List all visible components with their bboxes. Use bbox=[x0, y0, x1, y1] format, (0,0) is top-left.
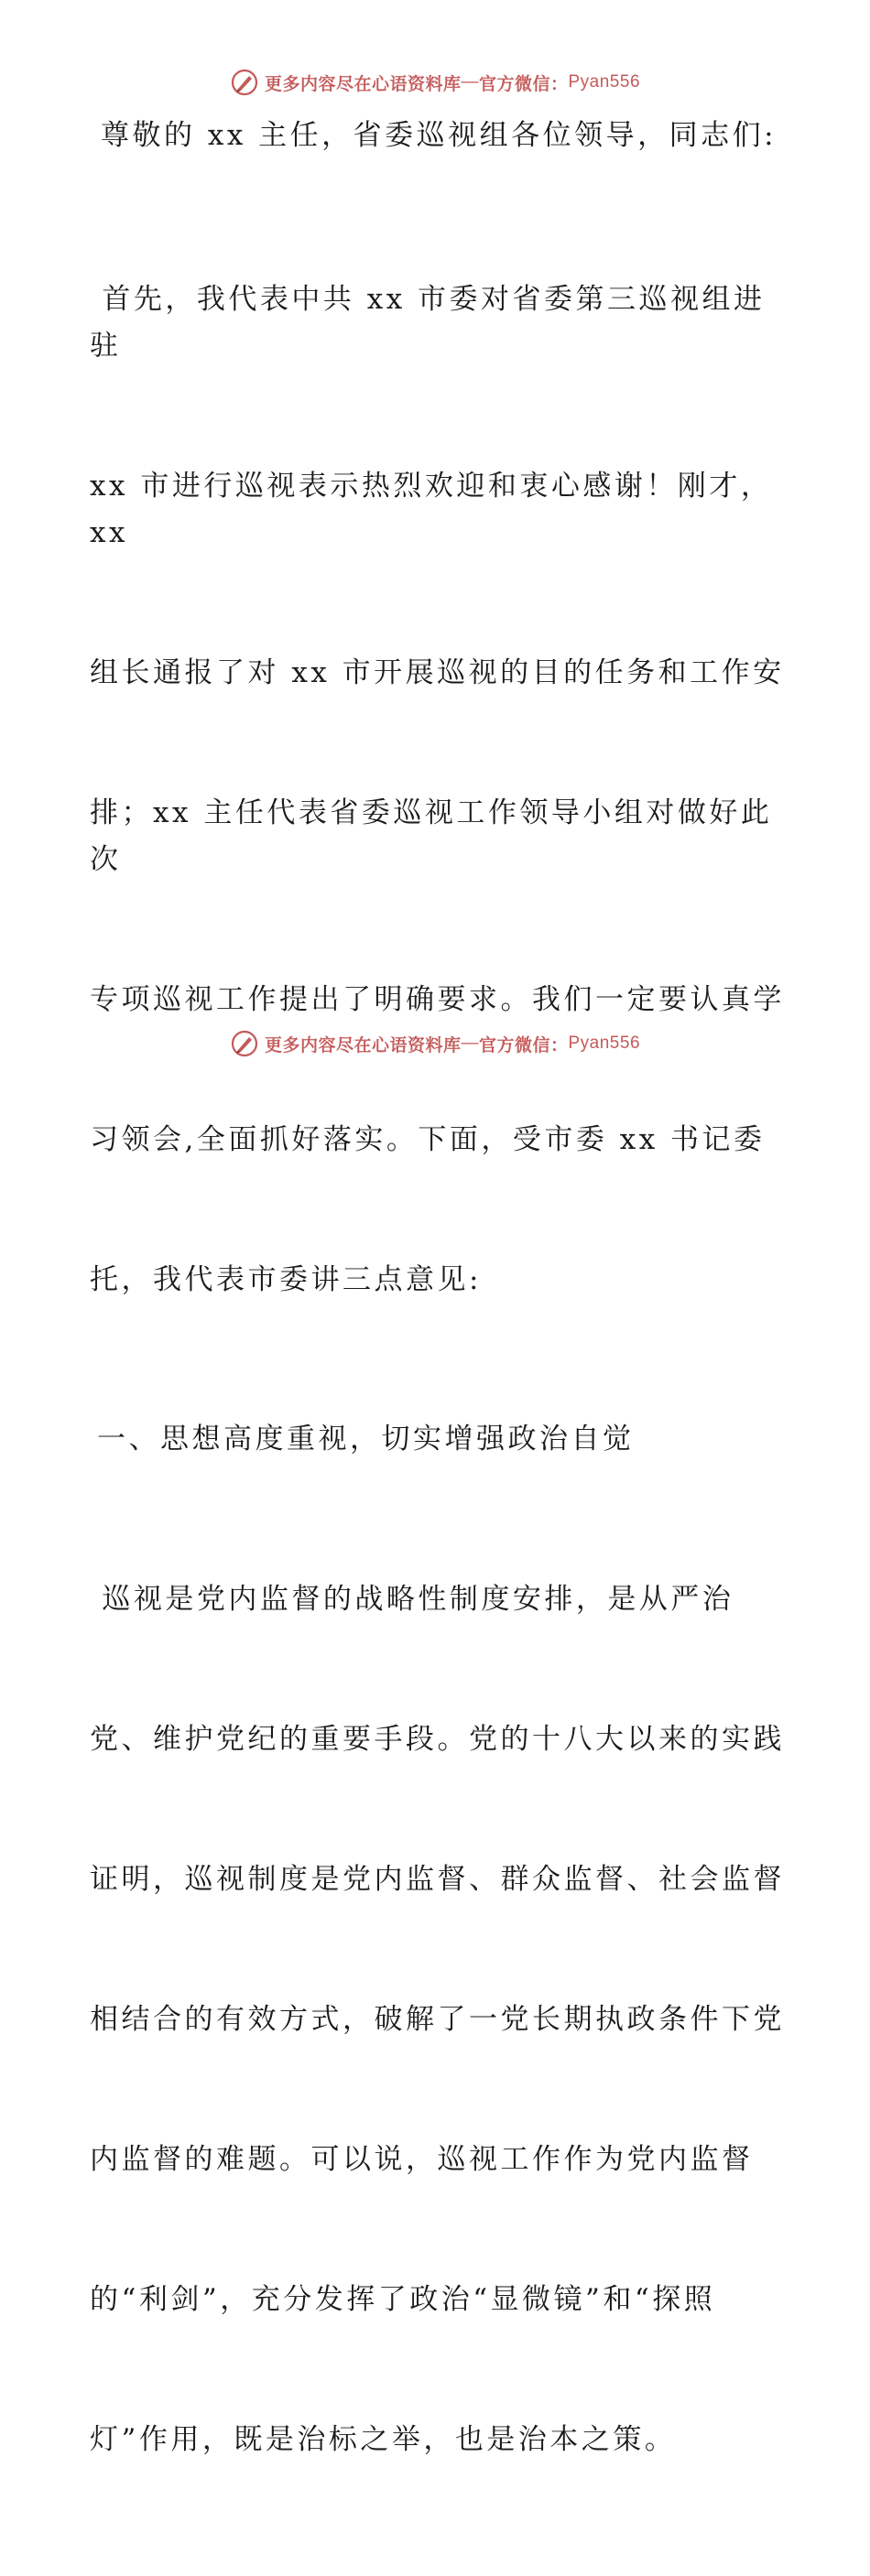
pen-logo-icon bbox=[230, 68, 259, 97]
banner-main-text: 更多内容尽在心语资料库 bbox=[264, 73, 462, 94]
header-banner bbox=[0, 64, 870, 101]
text-line: 相结合的有效方式，破解了一党长期执政条件下党 bbox=[90, 2003, 785, 2036]
paragraph-intro bbox=[90, 183, 786, 1397]
banner-main-text: 更多内容尽在心语资料库 bbox=[264, 1034, 462, 1055]
text-line: xx 市进行巡视表示热烈欢迎和衷心感谢！刚才，xx bbox=[90, 470, 773, 549]
text-line: 专项巡视工作提出了明确要求。我们一定要认真学 bbox=[90, 983, 785, 1016]
text-line: 灯”作用，既是治标之举，也是治本之策。 bbox=[90, 2423, 677, 2456]
document-body bbox=[90, 110, 786, 2576]
section-heading-1: 一、思想高度重视，切实增强政治自觉 bbox=[97, 1423, 635, 1456]
banner-dash: — bbox=[461, 72, 479, 92]
banner-wechat-id: Pyan556 bbox=[568, 1034, 641, 1053]
text-line: 的“利剑”，充分发挥了政治“显微镜”和“探照 bbox=[90, 2283, 716, 2316]
banner-dash: — bbox=[461, 1034, 479, 1053]
text-line: 组长通报了对 xx 市开展巡视的目的任务和工作安 bbox=[90, 656, 785, 689]
pen-logo-icon bbox=[230, 1029, 259, 1058]
banner-wechat-label: 官方微信： bbox=[478, 1034, 569, 1055]
text-line: 内监督的难题。可以说，巡视工作作为党内监督 bbox=[90, 2143, 754, 2176]
text-line: 巡视是党内监督的战略性制度安排，是从严治 bbox=[90, 1583, 734, 1616]
banner-wechat-label: 官方微信： bbox=[478, 73, 569, 94]
banner-wechat-id: Pyan556 bbox=[568, 72, 641, 92]
footer-banner bbox=[0, 1025, 870, 1062]
text-line: 排；xx 主任代表省委巡视工作领导小组对做好此次 bbox=[90, 796, 773, 876]
paragraph-section-1 bbox=[90, 1483, 786, 2557]
text-line: 首先，我代表中共 xx 市委对省委第三巡视组进驻 bbox=[90, 283, 766, 363]
greeting-line: 尊敬的 xx 主任，省委巡视组各位领导，同志们: bbox=[101, 119, 778, 152]
text-line: 托，我代表市委讲三点意见: bbox=[90, 1263, 482, 1296]
text-line: 习领会,全面抓好落实。下面，受市委 xx 书记委 bbox=[90, 1123, 766, 1156]
text-line: 党、维护党纪的重要手段。党的十八大以来的实践 bbox=[90, 1723, 785, 1756]
text-line: 证明，巡视制度是党内监督、群众监督、社会监督 bbox=[90, 1863, 785, 1896]
